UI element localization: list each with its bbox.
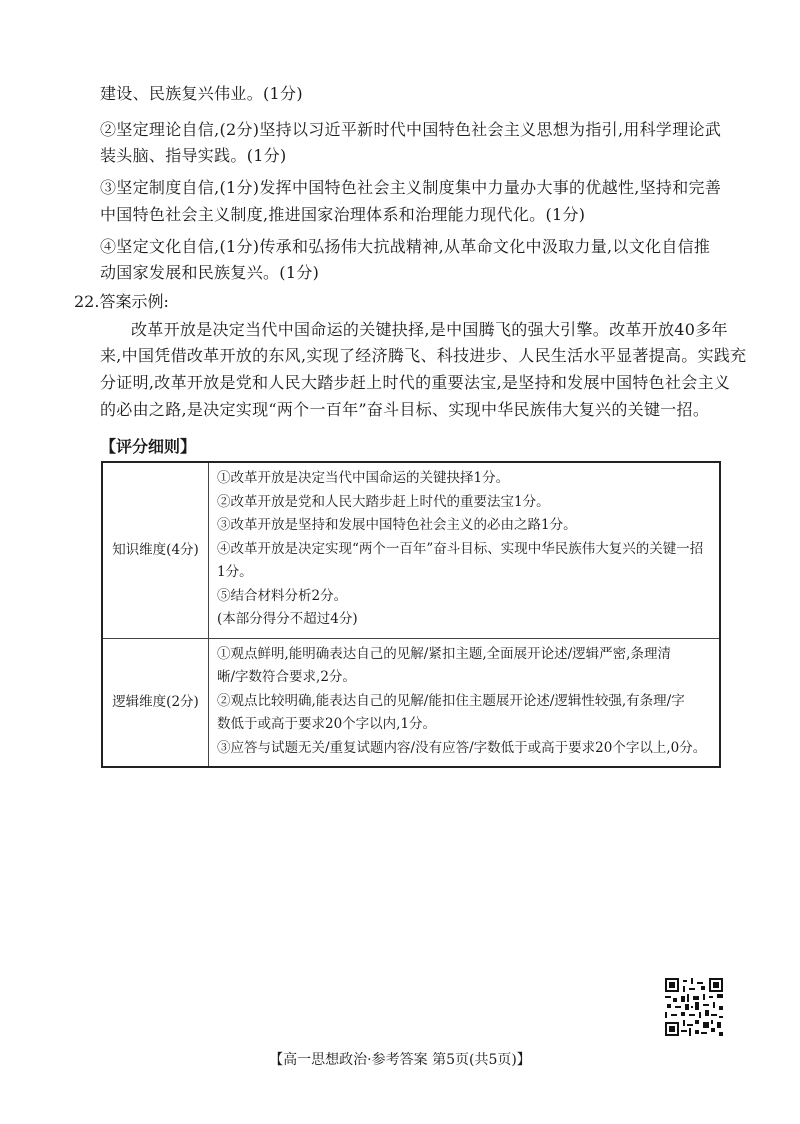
answer-line: ②坚定理论自信,(2分)坚持以习近平新时代中国特色社会主义思想为指引,用科学理论武	[100, 120, 722, 139]
criteria-line: ⑤结合材料分析2分。	[217, 587, 348, 604]
qr-code-icon	[665, 978, 723, 1036]
answer-line: 装头脑、指导实践。(1分)	[100, 146, 287, 165]
answer-line: 中国特色社会主义制度,推进国家治理体系和治理能力现代化。(1分)	[100, 205, 586, 224]
dimension-cell: 知识维度(4分)	[102, 462, 209, 638]
dimension-cell: 逻辑维度(2分)	[102, 638, 209, 767]
criteria-cell	[209, 462, 721, 638]
criteria-line: ②改革开放是党和人民大踏步赶上时代的重要法宝1分。	[217, 493, 550, 510]
table-row	[102, 638, 720, 767]
rubric-table	[101, 461, 721, 768]
criteria-line: ③改革开放是坚持和发展中国特色社会主义的必由之路1分。	[217, 517, 577, 533]
answer-line: ④坚定文化自信,(1分)传承和弘扬伟大抗战精神,从革命文化中汲取力量,以文化自信推	[100, 237, 711, 256]
example-answer-line: 来,中国凭借改革开放的东风,实现了经济腾飞、科技进步、人民生活水平显著提高。实践充	[100, 346, 747, 365]
page-footer: 【高一思想政治·参考答案 第5页(共5页)】	[269, 1052, 531, 1068]
criteria-cell	[209, 638, 721, 767]
criteria-line: ③应答与试题无关/重复试题内容/没有应答/字数低于或高于要求20个字以上,0分。	[217, 739, 707, 756]
criteria-line: (本部分得分不超过4分)	[217, 611, 358, 627]
example-answer-line: 改革开放是决定当代中国命运的关键抉择,是中国腾飞的强大引擎。改革开放40多年	[131, 320, 728, 339]
criteria-line: ①观点鲜明,能明确表达自己的见解/紧扣主题,全面展开论述/逻辑严密,条理清	[217, 645, 671, 662]
answer-line: 建设、民族复兴伟业。(1分)	[100, 84, 303, 103]
question-title: 22.答案示例:	[74, 292, 169, 311]
example-answer-line: 的必由之路,是决定实现“两个一百年”奋斗目标、实现中华民族伟大复兴的关键一招。	[100, 400, 710, 419]
criteria-line: ②观点比较明确,能表达自己的见解/能扣住主题展开论述/逻辑性较强,有条理/字	[217, 692, 685, 709]
criteria-line: 晰/字数符合要求,2分。	[217, 669, 356, 685]
answer-line: ③坚定制度自信,(1分)发挥中国特色社会主义制度集中力量办大事的优越性,坚持和完善	[100, 178, 722, 197]
criteria-line: ①改革开放是决定当代中国命运的关键抉择1分。	[217, 470, 510, 486]
criteria-line: ④改革开放是决定实现“两个一百年”奋斗目标、实现中华民族伟大复兴的关键一招	[217, 540, 704, 557]
criteria-line: 数低于或高于要求20个字以内,1分。	[217, 716, 437, 732]
answer-line: 动国家发展和民族复兴。(1分)	[100, 263, 320, 282]
rubric-title: 【评分细则】	[100, 437, 197, 456]
criteria-line: 1分。	[217, 564, 253, 580]
table-row	[102, 462, 720, 638]
example-answer-line: 分证明,改革开放是党和人民大踏步赶上时代的重要法宝,是坚持和发展中国特色社会主义	[100, 373, 731, 392]
